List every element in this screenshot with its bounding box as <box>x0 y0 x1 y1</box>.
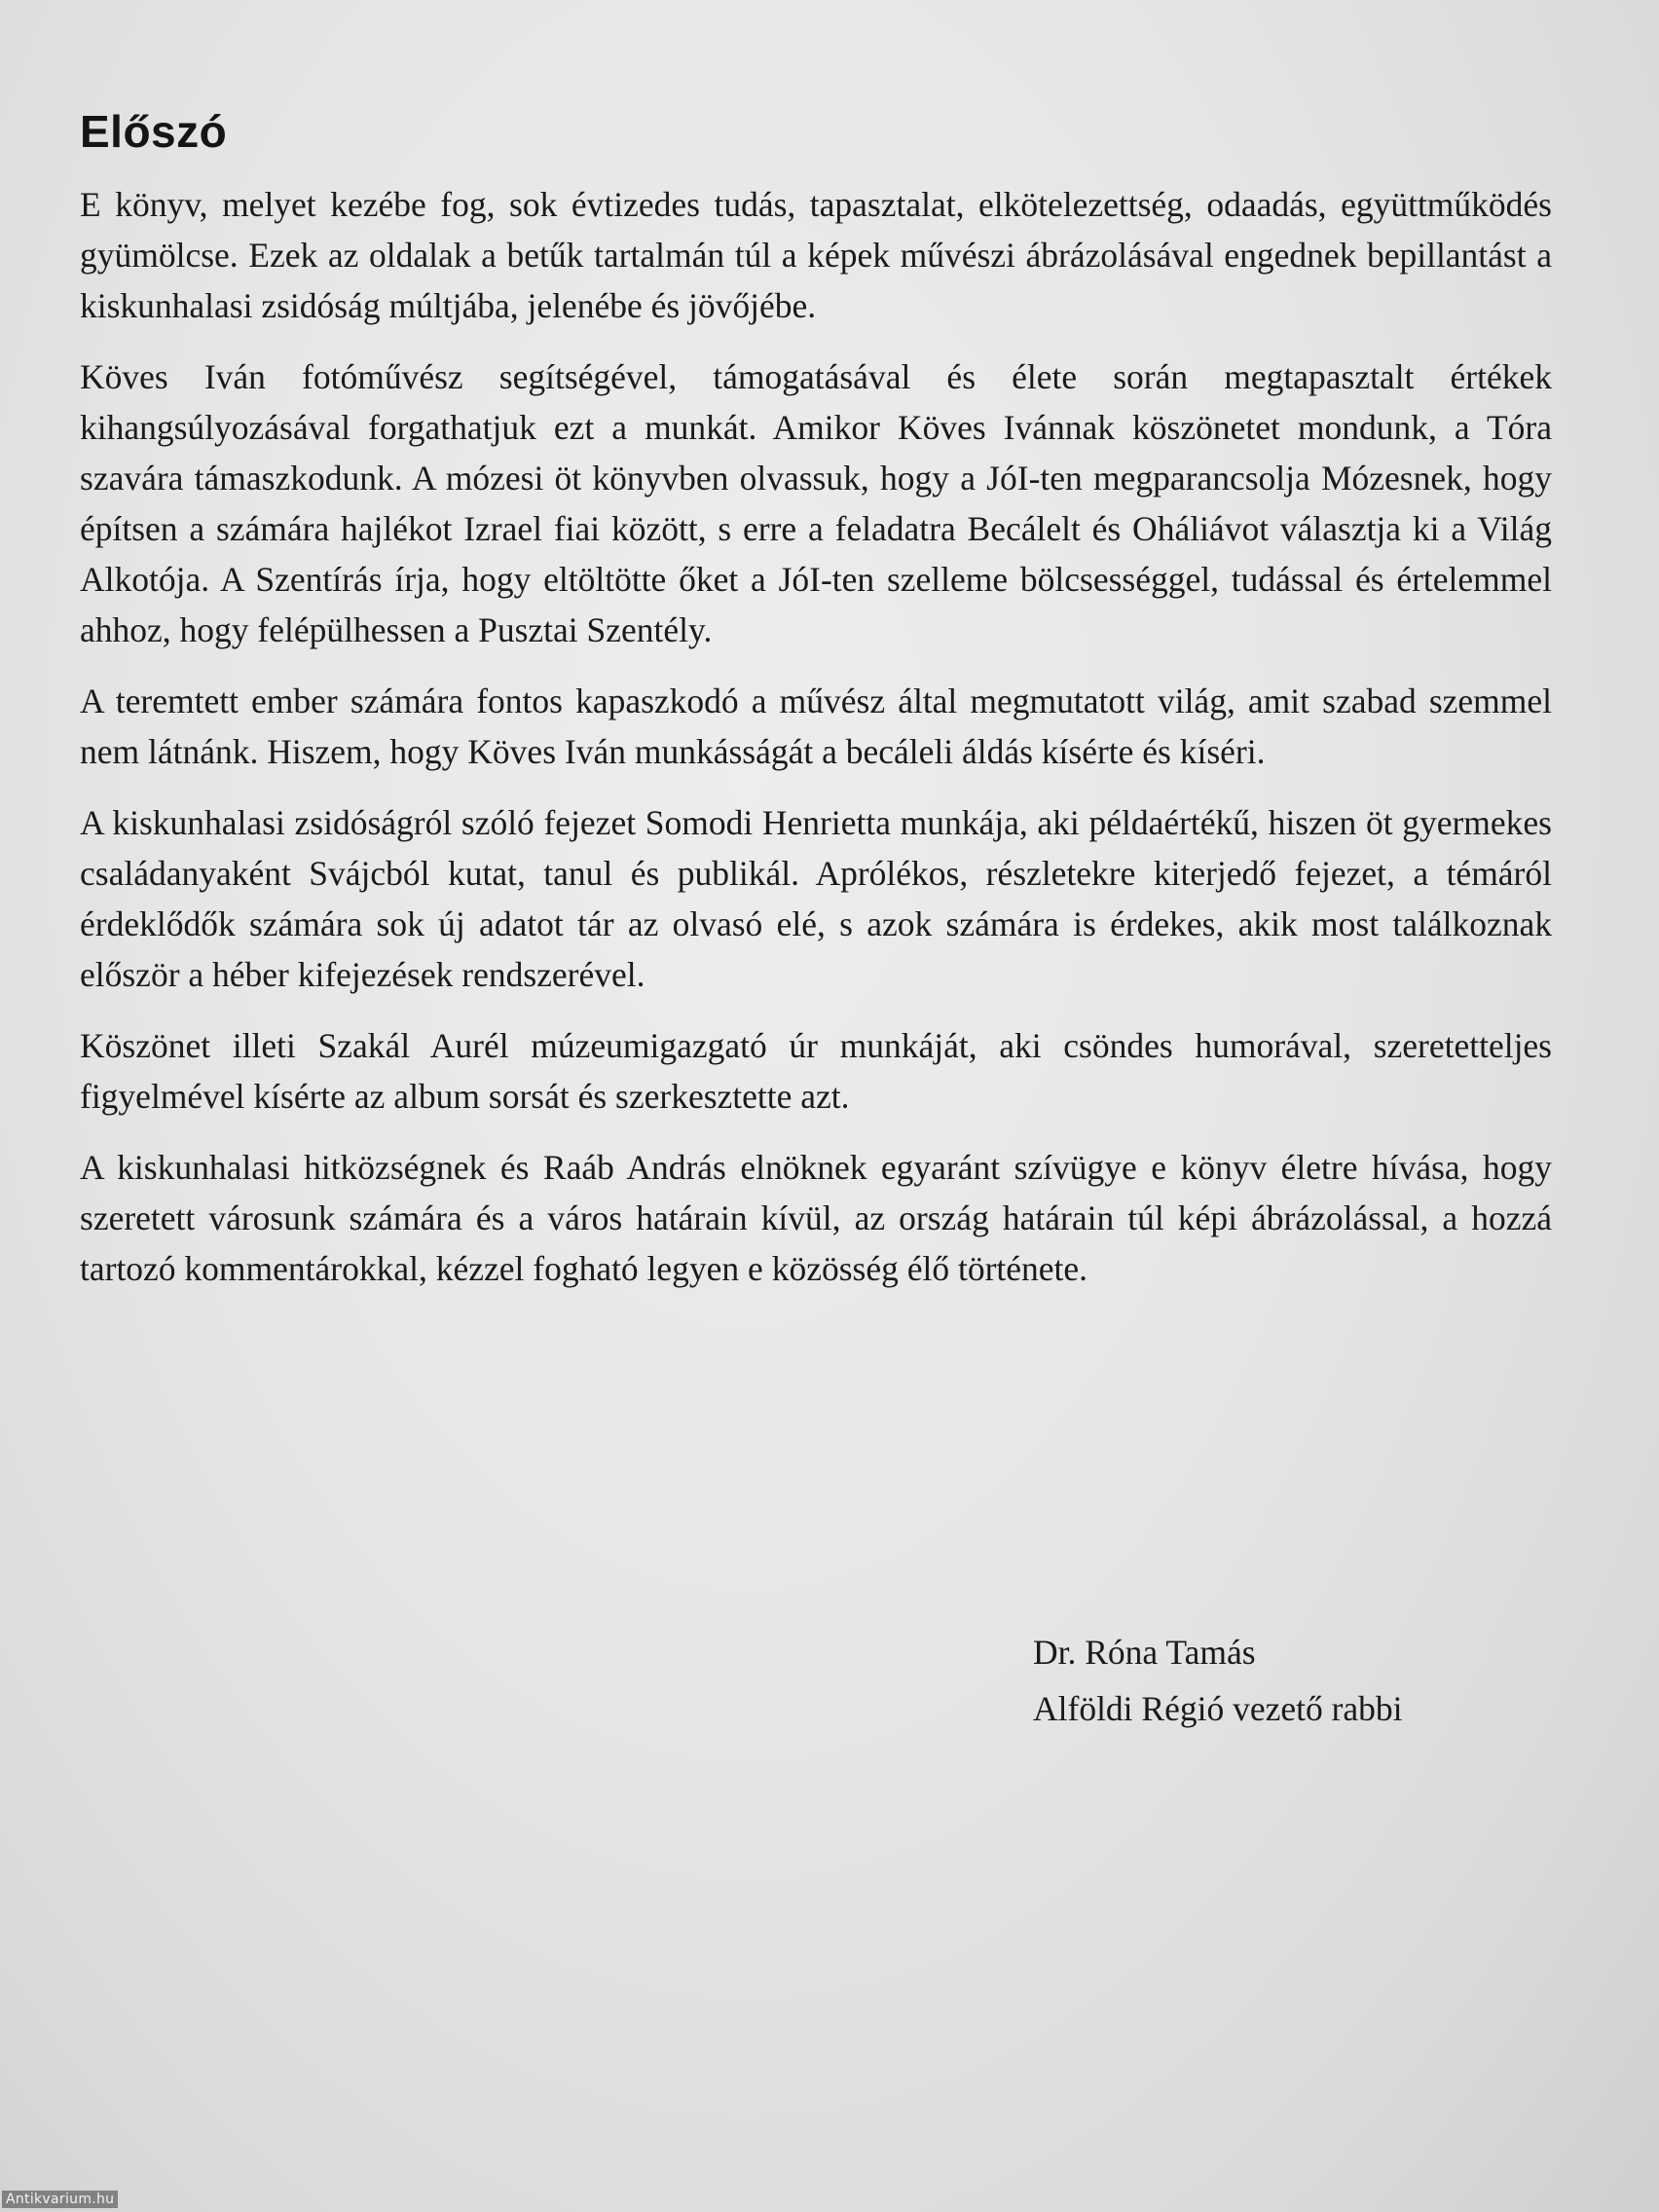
watermark-label: Antikvarium.hu <box>2 2191 118 2208</box>
paragraph-2: Köves Iván fotóművész segítségével, támogatásával és élete során megtapasztalt értékek kihangsúlyozásával forgathatjuk ezt a munkát. Amikor Köves Ivánnak köszönetet mondunk, a Tóra szavára támaszkodunk. A mózesi öt könyvben olvassuk, hogy a JóI-ten megparancsolja Mózesnek, hogy építsen a számára hajlékot Izrael fiai között, s erre a feladatra Becálelt és Oháliávot választja ki a Világ Alkotója. A Szentírás írja, hogy eltöltötte őket a JóI-ten szelleme bölcsességgel, tudással és értelemmel ahhoz, hogy felépülhessen a Pusztai Szentély. <box>80 357 1552 649</box>
paragraph-1: E könyv, melyet kezébe fog, sok évtizedes tudás, tapasztalat, elkötelezettség, odaadás, együttműködés gyümölcse. Ezek az oldalak a betűk tartalmán túl a képek művészi ábrázolásával engednek bepillantást a kiskunhalasi zsidóság múltjába, jelenébe és jövőjébe. <box>80 185 1552 325</box>
document-page <box>80 105 1552 1728</box>
paragraph-4: A kiskunhalasi zsidóságról szóló fejezet Somodi Henrietta munkája, aki példaértékű, hiszen öt gyermekes családanyaként Svájcból kutat, tanul és publikál. Aprólékos, részletekre kiterjedő fejezet, a témáról érdeklődők számára sok új adatot tár az olvasó elé, s azok számára is érdekes, akik most találkoznak először a héber kifejezések rendszerével. <box>80 803 1552 994</box>
paragraph-5: Köszönet illeti Szakál Aurél múzeumigazgató úr munkáját, aki csöndes humorával, szeretetteljes figyelmével kísérte az album sorsát és szerkesztette azt. <box>80 1026 1552 1116</box>
signature-block <box>1033 1624 1403 1737</box>
signature-name: Dr. Róna Tamás <box>1033 1633 1256 1672</box>
paragraph-3: A teremtett ember számára fontos kapaszkodó a művész által megmutatott világ, amit szabad szemmel nem látnánk. Hiszem, hogy Köves Iván munkásságát a becáleli áldás kísérte és kíséri. <box>80 682 1552 771</box>
signature-title: Alföldi Régió vezető rabbi <box>1033 1689 1403 1728</box>
page-title: Előszó <box>80 106 228 157</box>
paragraph-6: A kiskunhalasi hitközségnek és Raáb András elnöknek egyaránt szívügye e könyv életre hívása, hogy szeretett városunk számára és a város határain kívül, az ország határain túl képi ábrázolással, a hozzá tartozó kommentárokkal, kézzel fogható legyen e közösség élő története. <box>80 1148 1552 1288</box>
